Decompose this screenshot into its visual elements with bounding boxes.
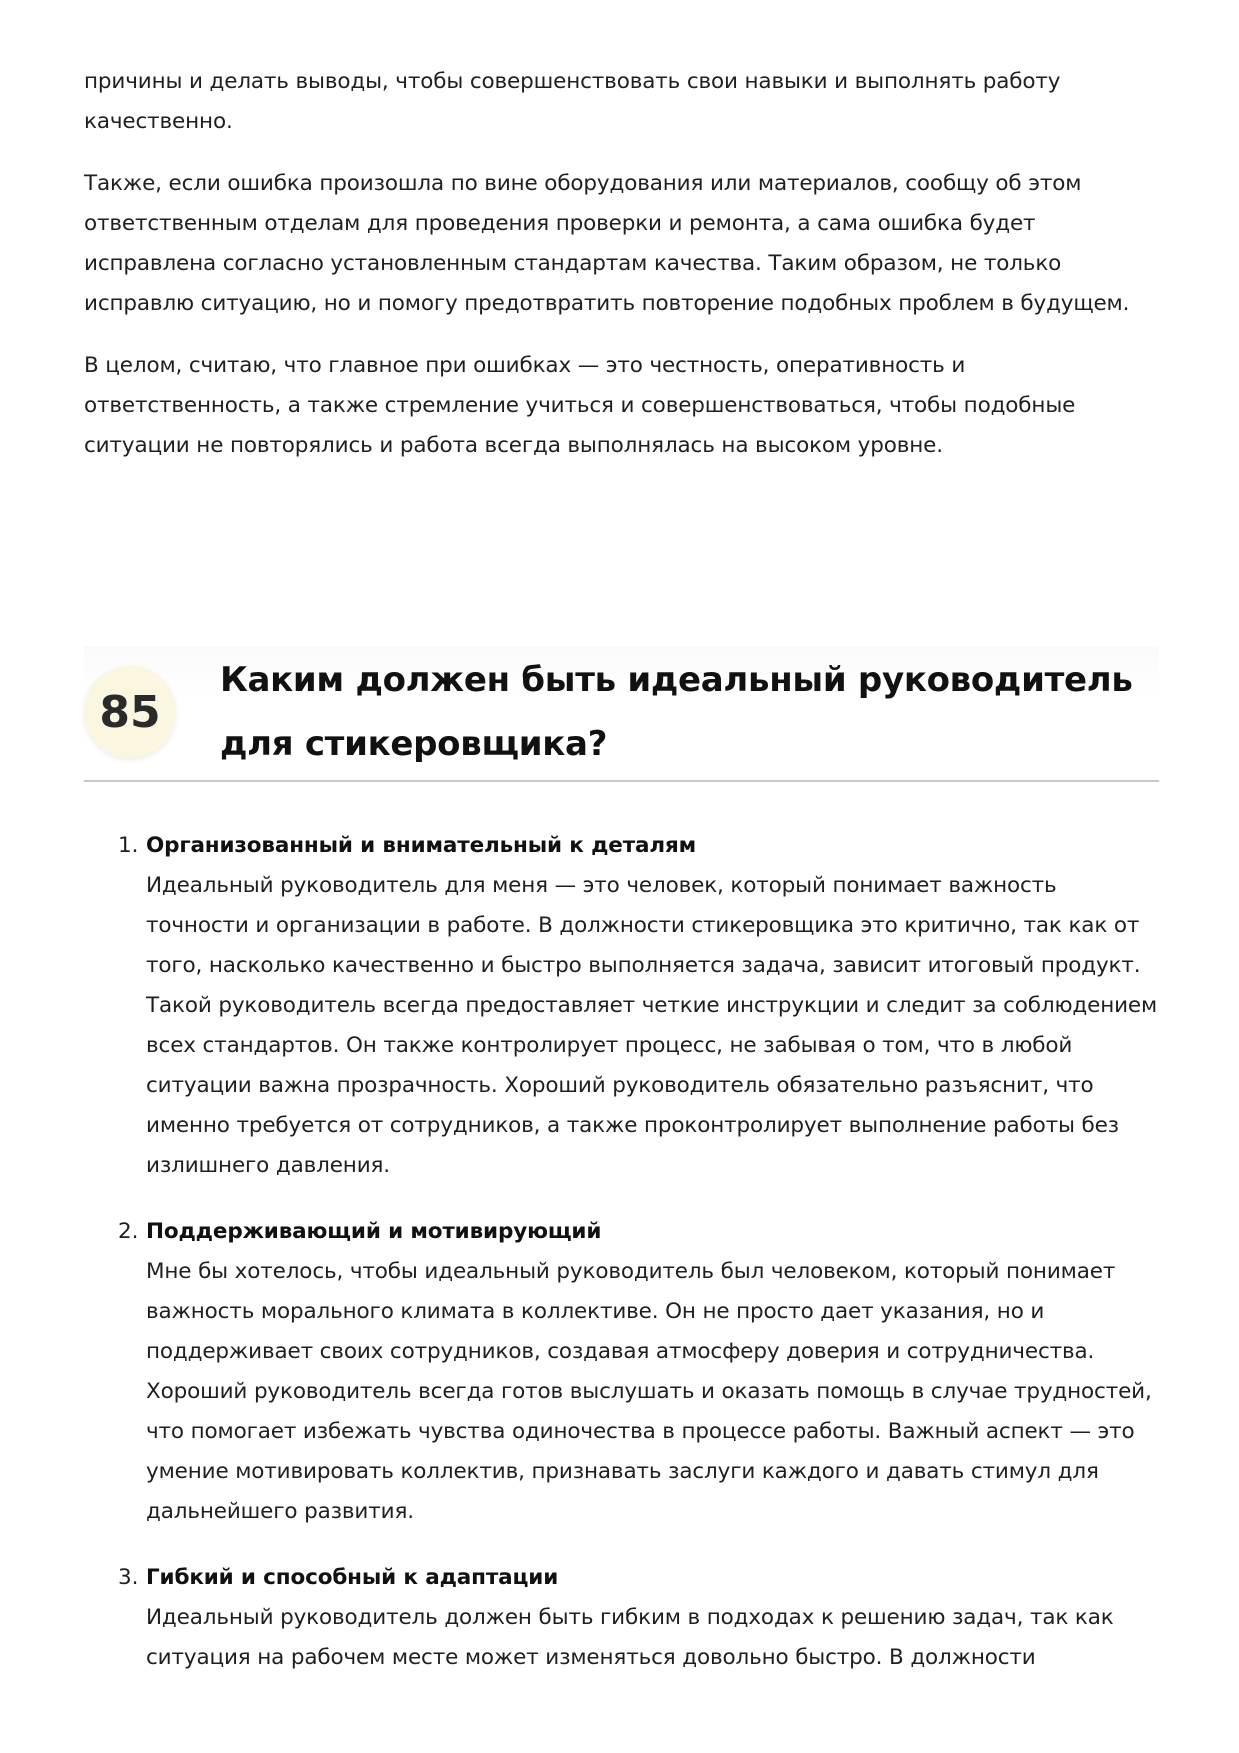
answer-list: [84, 826, 1159, 1678]
answer-title: Организованный и внимательный к деталям: [146, 833, 697, 858]
intro-paragraph-3: В целом, считаю, что главное при ошибках — это честность, оперативность и ответственность, а также стремление учиться и совершенствоваться, чтобы подобные ситуации не повторялись и работа всегда выполнялась на высоком уровне.: [84, 353, 1076, 458]
intro-paragraph-2: Также, если ошибка произошла по вине оборудования или материалов, сообщу об этом ответственным отделам для проведения проверки и ремонта, а сама ошибка будет исправлена согласно установленным стандартам качества. Таким образом, не только исправлю ситуацию, но и помогу предотвратить повторение подобных проблем в будущем.: [84, 171, 1130, 316]
answer-text: Идеальный руководитель для меня — это человек, который понимает важность точности и организации в работе. В должности стикеровщика это критично, так как от того, насколько качественно и быстро выполняется задача, зависит итоговый продукт. Такой руководитель всегда предоставляет четкие инструкции и следит за соблюдением всех стандартов. Он также контролирует процесс, не забывая о том, что в любой ситуации важна прозрачность. Хороший руководитель обязательно разъяснит, что именно требуется от сотрудников, а также проконтролирует выполнение работы без излишнего давления.: [146, 873, 1158, 1178]
intro-paragraph-1: причины и делать выводы, чтобы совершенствовать свои навыки и выполнять работу качественно.: [84, 69, 1061, 134]
question-header: [84, 646, 1159, 782]
answer-title: Гибкий и способный к адаптации: [146, 1565, 559, 1590]
answer-number: 1.: [118, 833, 139, 858]
answer-title: Поддерживающий и мотивирующий: [146, 1219, 602, 1244]
answer-number: 2.: [118, 1219, 139, 1244]
answer-item-3: [84, 1558, 1159, 1678]
answer-item-1: [84, 826, 1159, 1186]
question-number-badge: 85: [84, 666, 176, 758]
question-title: Каким должен быть идеальный руководитель для стикеровщика?: [220, 660, 1133, 764]
section-spacer: [84, 488, 1159, 646]
answer-text: Мне бы хотелось, чтобы идеальный руководитель был человеком, который понимает важность морального климата в коллективе. Он не просто дает указания, но и поддерживает своих сотрудников, создавая атмосферу доверия и сотрудничества. Хороший руководитель всегда готов выслушать и оказать помощь в случае трудностей, что помогает избежать чувства одиночества в процессе работы. Важный аспект — это умение мотивировать коллектив, признавать заслуги каждого и давать стимул для дальнейшего развития.: [146, 1259, 1152, 1524]
answer-number: 3.: [118, 1565, 139, 1590]
answer-text: Идеальный руководитель должен быть гибким в подходах к решению задач, так как ситуация на рабочем месте может изменяться довольно быстро. В должности: [146, 1605, 1114, 1670]
answer-item-2: [84, 1212, 1159, 1532]
